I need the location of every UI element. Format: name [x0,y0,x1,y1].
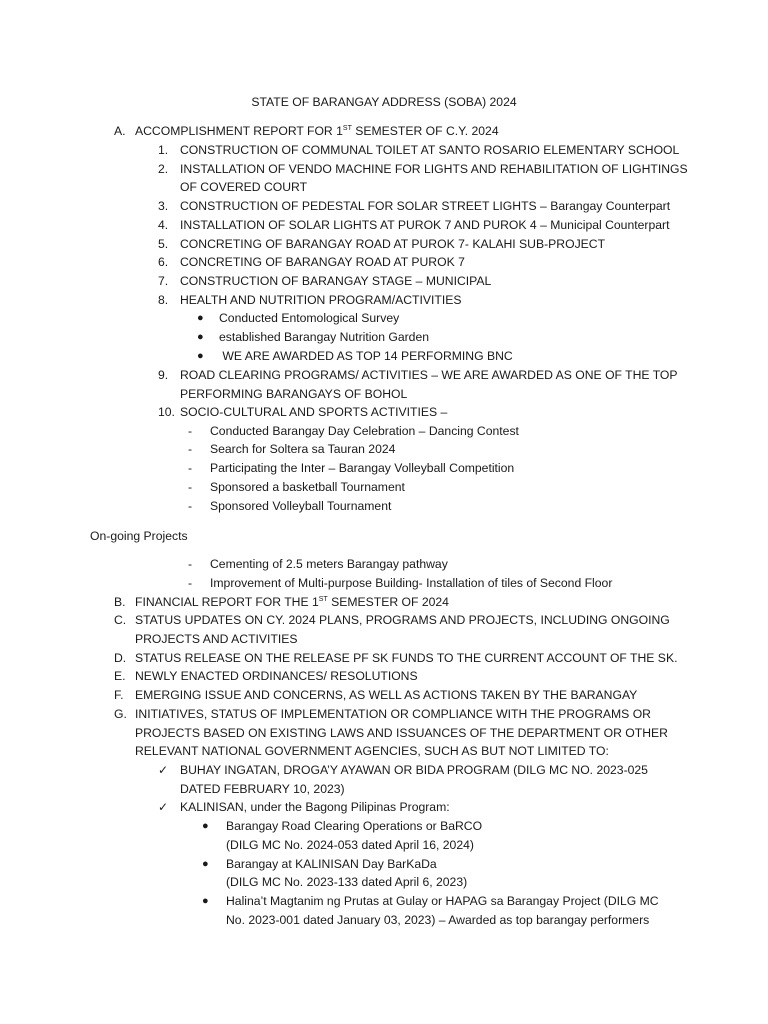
kalinisan-bullet-1-cont: (DILG MC No. 2024-053 dated April 16, 2024) [226,838,474,852]
bullet-icon: ● [197,331,204,343]
socio-item-5: Sponsored Volleyball Tournament [210,499,392,513]
item-4-number: 4. [158,218,169,232]
item-6-number: 6. [158,255,169,269]
check-item-2: KALINISAN, under the Bagong Pilipinas Program: [180,800,450,814]
item-8-number: 8. [158,293,169,307]
item-7-number: 7. [158,274,169,288]
section-f-text: EMERGING ISSUE AND CONCERNS, AS WELL AS ACTIONS TAKEN BY THE BARANGAY [135,688,638,702]
socio-item-1: Conducted Barangay Day Celebration – Dancing Contest [210,424,519,438]
section-e-marker: E. [114,669,126,683]
item-7-text: CONSTRUCTION OF BARANGAY STAGE – MUNICIPAL [180,274,492,288]
bullet-icon: ● [197,350,204,362]
section-b-sup: ST [318,596,328,603]
section-a-sup: ST [342,125,352,132]
item-5-number: 5. [158,237,169,251]
health-bullet-1: Conducted Entomological Survey [219,311,400,325]
item-1-number: 1. [158,143,169,157]
health-bullet-3: WE ARE AWARDED AS TOP 14 PERFORMING BNC [219,349,513,363]
dash-icon: - [188,442,193,456]
ongoing-heading: On-going Projects [90,529,188,543]
section-a-heading [135,123,499,139]
section-c-marker: C. [114,613,127,627]
item-9-number: 9. [158,368,169,382]
ongoing-item-2: Improvement of Multi-purpose Building- Installation of tiles of Second Floor [210,576,613,590]
item-2-text: INSTALLATION OF VENDO MACHINE FOR LIGHTS AND REHABILITATION OF LIGHTINGS [180,162,688,176]
item-9-text: ROAD CLEARING PROGRAMS/ ACTIVITIES – WE ARE AWARDED AS ONE OF THE TOP [180,368,678,382]
section-c-text: STATUS UPDATES ON CY. 2024 PLANS, PROGRAMS AND PROJECTS, INCLUDING ONGOING [135,613,670,627]
bullet-icon: ● [202,895,209,907]
checkmark-icon: ✓ [158,763,169,777]
section-b-heading [135,594,449,610]
socio-item-4: Sponsored a basketball Tournament [210,480,405,494]
item-2-text-cont: OF COVERED COURT [180,180,308,194]
item-8-text: HEALTH AND NUTRITION PROGRAM/ACTIVITIES [180,293,462,307]
item-3-number: 3. [158,199,169,213]
item-5-text: CONCRETING OF BARANGAY ROAD AT PUROK 7- KALAHI SUB-PROJECT [180,237,606,251]
item-2-number: 2. [158,162,169,176]
socio-item-3: Participating the Inter – Barangay Volleyball Competition [210,461,515,475]
check-item-1: BUHAY INGATAN, DROGA’Y AYAWAN OR BIDA PROGRAM (DILG MC NO. 2023-025 [180,763,648,777]
section-g-text: INITIATIVES, STATUS OF IMPLEMENTATION OR COMPLIANCE WITH THE PROGRAMS OR [135,707,651,721]
section-b-text-after: SEMESTER OF 2024 [327,595,449,609]
section-b-text: FINANCIAL REPORT FOR THE 1 [135,595,319,609]
kalinisan-bullet-2: Barangay at KALINISAN Day BarKaDa [226,857,437,871]
section-a-text-after: SEMESTER OF C.Y. 2024 [351,124,499,138]
section-b-marker: B. [114,595,126,609]
section-d-text: STATUS RELEASE ON THE RELEASE PF SK FUNDS TO THE CURRENT ACCOUNT OF THE SK. [135,651,678,665]
document-title: STATE OF BARANGAY ADDRESS (SOBA) 2024 [251,95,517,109]
item-10-number: 10. [158,405,175,419]
item-6-text: CONCRETING OF BARANGAY ROAD AT PUROK 7 [180,255,465,269]
checkmark-icon: ✓ [158,800,169,814]
section-e-text: NEWLY ENACTED ORDINANCES/ RESOLUTIONS [135,669,418,683]
dash-icon: - [188,480,193,494]
section-a-text: ACCOMPLISHMENT REPORT FOR 1 [135,124,343,138]
bullet-icon: ● [202,820,209,832]
section-c-text-cont: PROJECTS AND ACTIVITIES [135,632,298,646]
section-a-marker: A. [114,124,126,138]
check-item-1-cont: DATED FEBRUARY 10, 2023) [180,782,345,796]
section-d-marker: D. [114,651,127,665]
bullet-icon: ● [197,312,204,324]
item-3-text: CONSTRUCTION OF PEDESTAL FOR SOLAR STREET LIGHTS – Barangay Counterpart [180,199,671,213]
dash-icon: - [188,424,193,438]
item-9-text-cont: PERFORMING BARANGAYS OF BOHOL [180,387,408,401]
health-bullet-2: established Barangay Nutrition Garden [219,330,430,344]
item-4-text: INSTALLATION OF SOLAR LIGHTS AT PUROK 7 AND PUROK 4 – Municipal Counterpart [180,218,670,232]
kalinisan-bullet-2-cont: (DILG MC No. 2023-133 dated April 6, 2023) [226,875,468,889]
ongoing-item-1: Cementing of 2.5 meters Barangay pathway [210,557,448,571]
item-10-text: SOCIO-CULTURAL AND SPORTS ACTIVITIES – [180,405,448,419]
dash-icon: - [188,557,193,571]
section-g-text-cont-1: PROJECTS BASED ON EXISTING LAWS AND ISSUANCES OF THE DEPARTMENT OR OTHER [135,726,668,740]
item-1-text: CONSTRUCTION OF COMMUNAL TOILET AT SANTO ROSARIO ELEMENTARY SCHOOL [180,143,680,157]
socio-item-2: Search for Soltera sa Tauran 2024 [210,442,396,456]
section-g-marker: G. [114,707,127,721]
bullet-icon: ● [202,858,209,870]
kalinisan-bullet-3-cont: No. 2023-001 dated January 03, 2023) – Awarded as top barangay performers [226,913,650,927]
dash-icon: - [188,499,193,513]
dash-icon: - [188,461,193,475]
kalinisan-bullet-3: Halina’t Magtanim ng Prutas at Gulay or HAPAG sa Barangay Project (DILG MC [226,894,659,908]
section-f-marker: F. [114,688,124,702]
dash-icon: - [188,576,193,590]
section-g-text-cont-2: RELEVANT NATIONAL GOVERNMENT AGENCIES, SUCH AS BUT NOT LIMITED TO: [135,744,609,758]
kalinisan-bullet-1: Barangay Road Clearing Operations or BaRCO [226,819,483,833]
